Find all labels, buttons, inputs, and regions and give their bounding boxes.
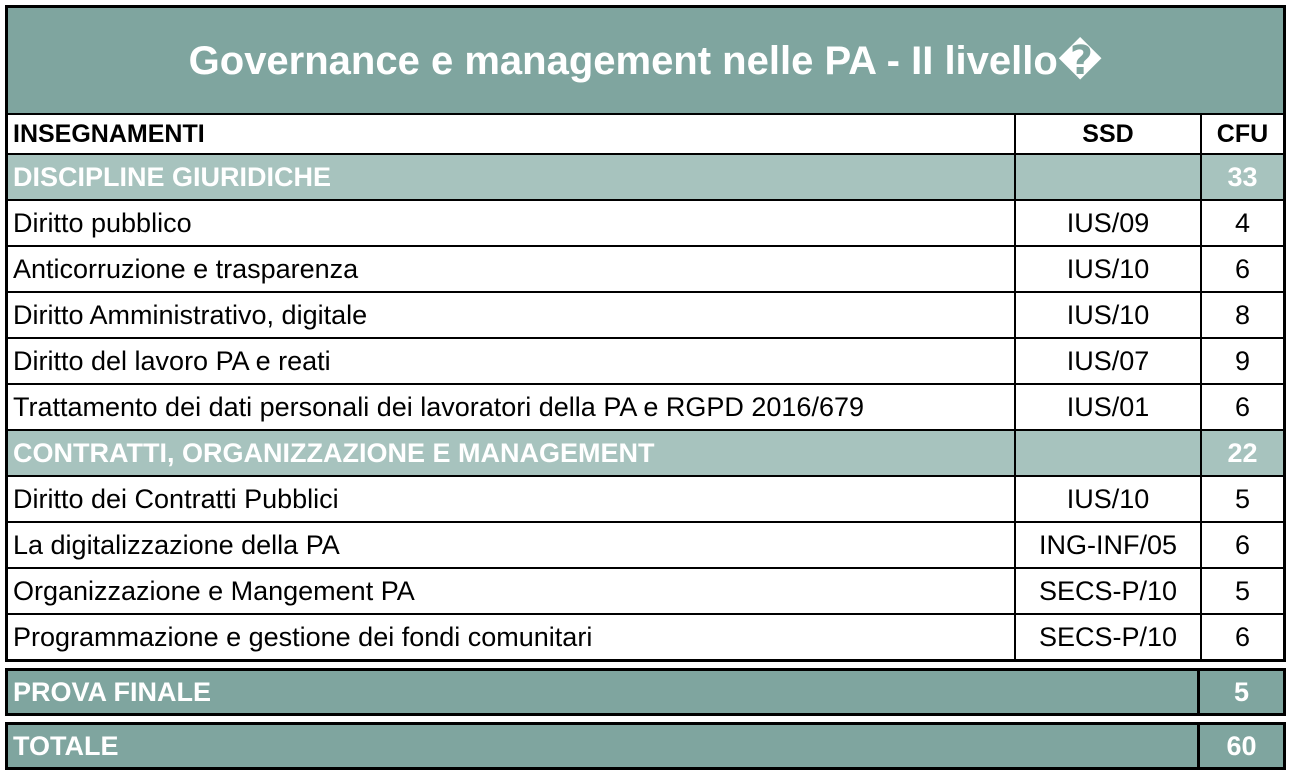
header-cfu: CFU xyxy=(1216,119,1269,148)
course-ssd: SECS-P/10 xyxy=(1016,615,1202,659)
course-ssd: ING-INF/05 xyxy=(1016,523,1202,567)
section-name: DISCIPLINE GIURIDICHE xyxy=(8,155,1016,199)
table-row xyxy=(8,383,1283,429)
course-name: Diritto pubblico xyxy=(8,201,1016,245)
totale-bar xyxy=(5,722,1286,770)
header-insegnamenti: INSEGNAMENTI xyxy=(8,115,1016,153)
course-cfu: 6 xyxy=(1234,391,1251,422)
course-cfu: 5 xyxy=(1234,575,1251,606)
table-row xyxy=(8,567,1283,613)
table-row xyxy=(8,475,1283,521)
course-cfu: 8 xyxy=(1234,299,1251,330)
prova-finale-bar xyxy=(5,668,1286,716)
section-ssd-empty xyxy=(1016,155,1202,199)
course-cfu: 4 xyxy=(1234,207,1251,238)
course-cfu: 9 xyxy=(1234,345,1251,376)
course-ssd: IUS/07 xyxy=(1016,339,1202,383)
course-name: Diritto del lavoro PA e reati xyxy=(8,339,1016,383)
table-row xyxy=(8,613,1283,659)
course-name: Organizzazione e Mangement PA xyxy=(8,569,1016,613)
table-title xyxy=(8,8,1283,113)
table-row xyxy=(8,521,1283,567)
course-cfu: 5 xyxy=(1234,483,1251,514)
section-cfu: 22 xyxy=(1227,437,1258,468)
section-row-discipline-giuridiche xyxy=(8,153,1283,199)
prova-finale-cfu: 5 xyxy=(1233,676,1250,707)
course-ssd: IUS/01 xyxy=(1016,385,1202,429)
totale-label: TOTALE xyxy=(8,725,1200,767)
table-row xyxy=(8,337,1283,383)
section-cfu: 33 xyxy=(1227,161,1258,192)
section-row-contratti xyxy=(8,429,1283,475)
curriculum-table xyxy=(5,5,1286,662)
prova-finale-label: PROVA FINALE xyxy=(8,671,1200,713)
table-title-text: Governance e management nelle PA - II livello� xyxy=(188,38,1103,83)
header-row xyxy=(8,113,1283,153)
course-ssd: IUS/10 xyxy=(1016,293,1202,337)
course-name: Anticorruzione e trasparenza xyxy=(8,247,1016,291)
course-name: Diritto Amministrativo, digitale xyxy=(8,293,1016,337)
course-ssd: IUS/10 xyxy=(1016,477,1202,521)
totale-cfu: 60 xyxy=(1226,730,1257,761)
course-name: Trattamento dei dati personali dei lavoratori della PA e RGPD 2016/679 xyxy=(8,385,1016,429)
section-ssd-empty xyxy=(1016,431,1202,475)
course-ssd: IUS/09 xyxy=(1016,201,1202,245)
course-name: Diritto dei Contratti Pubblici xyxy=(8,477,1016,521)
course-name: Programmazione e gestione dei fondi comunitari xyxy=(8,615,1016,659)
table-row xyxy=(8,245,1283,291)
header-ssd: SSD xyxy=(1016,115,1202,153)
table-row xyxy=(8,199,1283,245)
course-ssd: SECS-P/10 xyxy=(1016,569,1202,613)
course-cfu: 6 xyxy=(1234,529,1251,560)
course-cfu: 6 xyxy=(1234,253,1251,284)
course-cfu: 6 xyxy=(1234,621,1251,652)
course-name: La digitalizzazione della PA xyxy=(8,523,1016,567)
course-ssd: IUS/10 xyxy=(1016,247,1202,291)
section-name: CONTRATTI, ORGANIZZAZIONE E MANAGEMENT xyxy=(8,431,1016,475)
table-row xyxy=(8,291,1283,337)
